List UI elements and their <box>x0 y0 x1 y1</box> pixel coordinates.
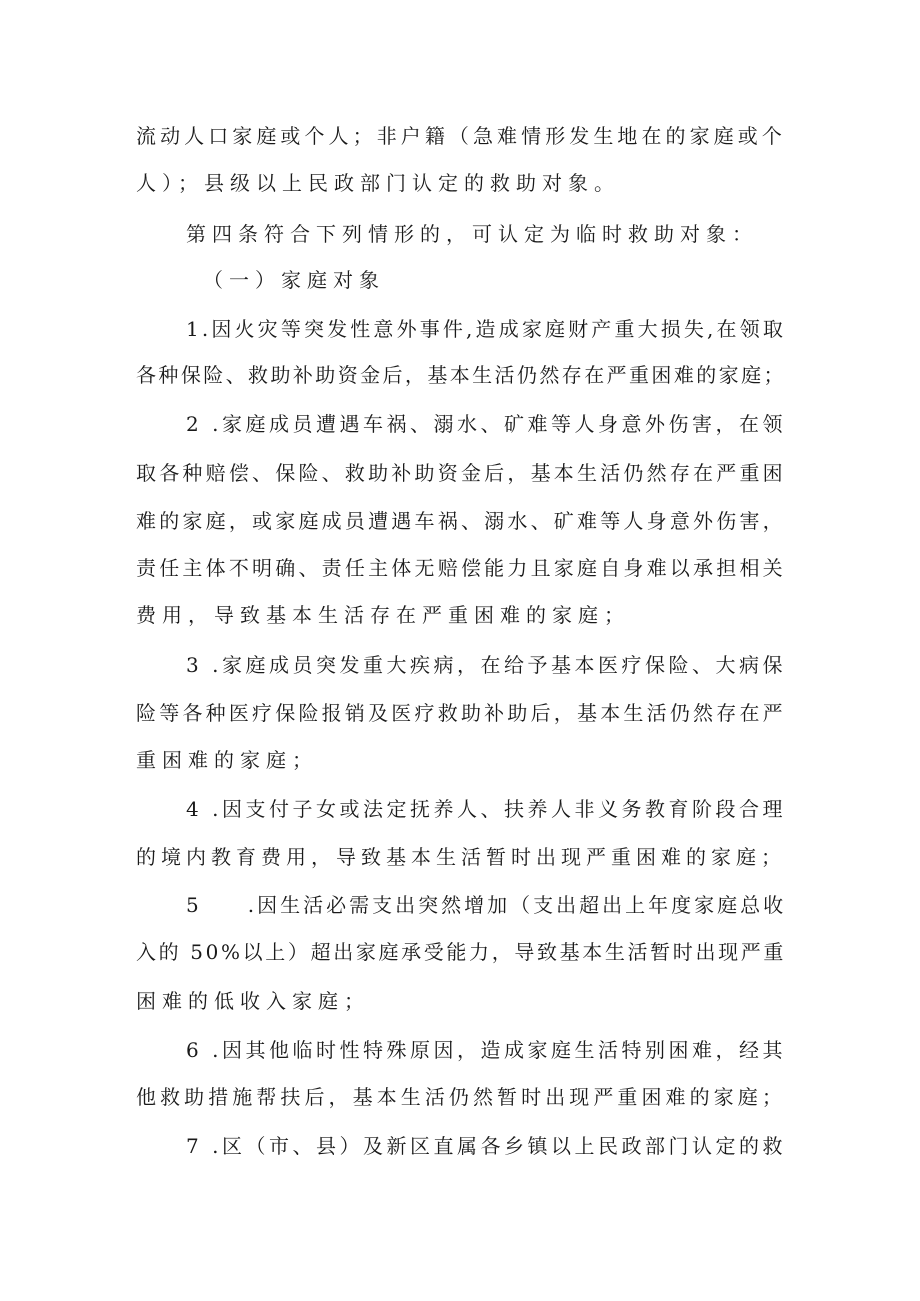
paragraph-line: 3 .家庭成员突发重大疾病，在给予基本医疗保险、大病保 <box>186 653 786 677</box>
paragraph-line: 入的 50%以上）超出家庭承受能力，导致基本生活暂时出现严重 <box>136 940 786 964</box>
paragraph-line: 责任主体不明确、责任主体无赔偿能力且家庭自身难以承担相关 <box>136 556 786 580</box>
paragraph-line: 他救助措施帮扶后，基本生活仍然暂时出现严重困难的家庭； <box>136 1085 786 1109</box>
paragraph-line: 人）；县级以上民政部门认定的救助对象。 <box>136 171 620 195</box>
paragraph-line: 7 .区（市、县）及新区直属各乡镇以上民政部门认定的救 <box>186 1134 786 1158</box>
paragraph-line: 困难的低收入家庭； <box>136 989 370 1013</box>
paragraph-line: 4 .因支付子女或法定抚养人、扶养人非义务教育阶段合理 <box>186 797 786 821</box>
paragraph-line: （一）家庭对象 <box>203 268 385 292</box>
paragraph-line: 流动人口家庭或个人；非户籍（急难情形发生地在的家庭或个 <box>136 124 786 148</box>
paragraph-line: 6 .因其他临时性特殊原因，造成家庭生活特别困难，经其 <box>186 1038 786 1062</box>
paragraph-line: 2 .家庭成员遭遇车祸、溺水、矿难等人身意外伤害，在领 <box>186 412 786 436</box>
paragraph-line: 取各种赔偿、保险、救助补助资金后，基本生活仍然存在严重困 <box>136 461 786 485</box>
paragraph-line: 1.因火灾等突发性意外事件,造成家庭财产重大损失,在领取 <box>186 317 786 341</box>
paragraph-line: 各种保险、救助补助资金后，基本生活仍然存在严重困难的家庭； <box>136 363 786 387</box>
paragraph-line: 险等各种医疗保险报销及医疗救助补助后，基本生活仍然存在严 <box>136 701 786 725</box>
paragraph-line: 难的家庭，或家庭成员遭遇车祸、溺水、矿难等人身意外伤害， <box>136 509 786 533</box>
paragraph-line: 第四条符合下列情形的，可认定为临时救助对象： <box>186 222 758 246</box>
paragraph-line: 费用，导致基本生活存在严重困难的家庭； <box>136 603 630 627</box>
paragraph-line: 的境内教育费用，导致基本生活暂时出现严重困难的家庭； <box>136 845 786 869</box>
paragraph-line: 重困难的家庭； <box>136 748 318 772</box>
paragraph-line: 5 .因生活必需支出突然增加（支出超出上年度家庭总收 <box>186 893 786 917</box>
